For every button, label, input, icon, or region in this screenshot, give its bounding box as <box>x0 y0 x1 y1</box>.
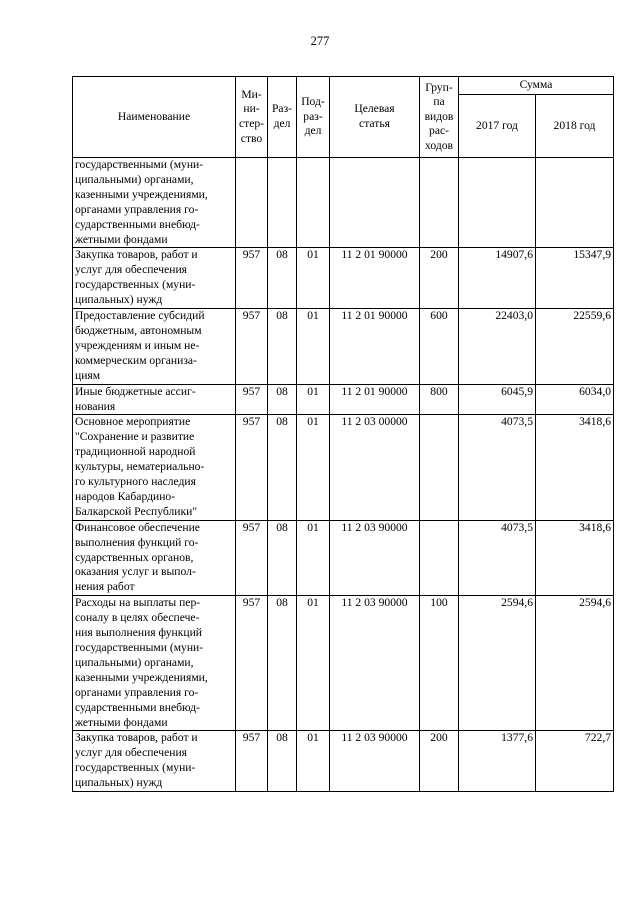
name-line: народов Кабардино- <box>75 489 176 503</box>
cell-target-article: 11 2 01 90000 <box>330 248 420 309</box>
name-line: органами управления го- <box>75 202 199 216</box>
cell-expense-group: 100 <box>420 596 459 731</box>
table-row <box>73 248 614 309</box>
cell-sum-2018: 3418,6 <box>536 415 614 520</box>
cell-subsection: 01 <box>297 384 330 415</box>
name-line: соналу в целях обеспече- <box>75 611 200 625</box>
cell-target-article: 11 2 01 90000 <box>330 309 420 385</box>
cell-target-article <box>330 158 420 248</box>
name-line: жетными фондами <box>75 232 168 246</box>
name-line: го культурного наследия <box>75 475 196 489</box>
cell-subsection: 01 <box>297 248 330 309</box>
cell-subsection: 01 <box>297 309 330 385</box>
cell-section: 08 <box>268 596 297 731</box>
cell-ministry: 957 <box>236 520 268 596</box>
cell-target-article: 11 2 03 90000 <box>330 731 420 792</box>
cell-expense-group <box>420 158 459 248</box>
name-line: Финансовое обеспечение <box>75 520 200 534</box>
header-section <box>268 77 297 158</box>
name-line: органами управления го- <box>75 685 199 699</box>
cell-sum-2018: 722,7 <box>536 731 614 792</box>
header-line: Груп- <box>425 80 453 94</box>
header-line: Целевая <box>354 102 395 116</box>
name-line: традиционной народной <box>75 445 196 459</box>
cell-sum-2017 <box>459 158 536 248</box>
name-line: Предоставление субсидий <box>75 309 205 323</box>
cell-sum-2017: 2594,6 <box>459 596 536 731</box>
header-line: дел <box>304 124 322 138</box>
cell-ministry: 957 <box>236 248 268 309</box>
cell-name <box>73 415 236 520</box>
name-line: бюджетным, автономным <box>75 323 202 337</box>
cell-expense-group: 200 <box>420 248 459 309</box>
name-line: Балкарской Республики" <box>75 504 198 518</box>
table-body <box>73 158 614 792</box>
header-subsection <box>297 77 330 158</box>
cell-subsection: 01 <box>297 596 330 731</box>
header-line: Ми- <box>241 87 262 101</box>
header-sum: Сумма <box>459 77 614 95</box>
header-line: Раз- <box>271 102 293 116</box>
name-line: ния выполнения функций <box>75 626 202 640</box>
name-line: казенными учреждениями, <box>75 187 208 201</box>
name-line: услуг для обеспечения <box>75 746 187 760</box>
header-target <box>330 77 420 158</box>
name-line: Закупка товаров, работ и <box>75 731 198 745</box>
cell-target-article: 11 2 01 90000 <box>330 384 420 415</box>
table-row <box>73 520 614 596</box>
cell-ministry: 957 <box>236 384 268 415</box>
cell-ministry: 957 <box>236 415 268 520</box>
header-line: ходов <box>425 138 453 152</box>
cell-section: 08 <box>268 520 297 596</box>
cell-name <box>73 384 236 415</box>
cell-sum-2018: 6034,0 <box>536 384 614 415</box>
table-row <box>73 384 614 415</box>
cell-sum-2018: 2594,6 <box>536 596 614 731</box>
cell-sum-2018 <box>536 158 614 248</box>
cell-sum-2017: 4073,5 <box>459 520 536 596</box>
table-row <box>73 596 614 731</box>
cell-sum-2017: 22403,0 <box>459 309 536 385</box>
cell-ministry: 957 <box>236 309 268 385</box>
name-line: Расходы на выплаты пер- <box>75 596 201 610</box>
name-line: ципальных) нужд <box>75 293 163 307</box>
cell-target-article: 11 2 03 90000 <box>330 596 420 731</box>
name-line: Закупка товаров, работ и <box>75 248 198 262</box>
header-line: па <box>433 95 445 109</box>
cell-subsection: 01 <box>297 520 330 596</box>
name-line: коммерческим организа- <box>75 353 197 367</box>
name-line: нения работ <box>75 580 135 594</box>
name-line: ципальными) органами, <box>75 655 194 669</box>
cell-subsection <box>297 158 330 248</box>
header-line: статья <box>359 117 390 130</box>
header-expense-group <box>420 77 459 158</box>
cell-ministry: 957 <box>236 596 268 731</box>
cell-subsection: 01 <box>297 415 330 520</box>
name-line: культуры, нематериально- <box>75 460 205 474</box>
cell-sum-2018: 15347,9 <box>536 248 614 309</box>
name-line: нования <box>75 399 116 413</box>
header-name: Наименование <box>73 77 236 158</box>
name-line: учреждениям и иным не- <box>75 338 200 352</box>
header-line: рас- <box>429 124 449 138</box>
name-line: казенными учреждениями, <box>75 670 208 684</box>
cell-expense-group: 200 <box>420 731 459 792</box>
cell-section: 08 <box>268 309 297 385</box>
budget-table <box>72 76 614 792</box>
name-line: государственными (муни- <box>75 641 204 654</box>
cell-sum-2017: 4073,5 <box>459 415 536 520</box>
name-line: сударственными внебюд- <box>75 217 200 231</box>
cell-sum-2018: 22559,6 <box>536 309 614 385</box>
cell-subsection: 01 <box>297 731 330 792</box>
cell-expense-group: 800 <box>420 384 459 415</box>
name-line: услуг для обеспечения <box>75 263 187 277</box>
cell-sum-2017: 14907,6 <box>459 248 536 309</box>
cell-name <box>73 309 236 385</box>
table-row <box>73 415 614 520</box>
cell-name <box>73 248 236 309</box>
page-number: 277 <box>310 34 330 48</box>
header-year-2017: 2017 год <box>459 95 536 158</box>
name-line: Иные бюджетные ассиг- <box>75 384 196 398</box>
header-line: стер- <box>238 117 265 130</box>
header-line: Под- <box>301 95 325 109</box>
name-line: государственных (муни- <box>75 761 196 775</box>
cell-expense-group <box>420 520 459 596</box>
name-line: сударственными внебюд- <box>75 700 200 714</box>
cell-name <box>73 596 236 731</box>
cell-expense-group: 600 <box>420 309 459 385</box>
header-year-2018: 2018 год <box>536 95 614 158</box>
cell-section: 08 <box>268 248 297 309</box>
cell-ministry <box>236 158 268 248</box>
cell-sum-2018: 3418,6 <box>536 520 614 596</box>
cell-section: 08 <box>268 415 297 520</box>
cell-section: 08 <box>268 731 297 792</box>
header-line: раз- <box>303 109 323 123</box>
name-line: жетными фондами <box>75 715 168 729</box>
cell-section: 08 <box>268 384 297 415</box>
header-line: ни- <box>243 102 260 116</box>
cell-name <box>73 731 236 792</box>
name-line: ципальных) нужд <box>75 776 163 790</box>
cell-name <box>73 158 236 248</box>
name-line: выполнения функций го- <box>75 535 199 549</box>
name-line: оказания услуг и выпол- <box>75 565 196 579</box>
table-row <box>73 158 614 248</box>
header-line: ство <box>240 131 263 145</box>
name-line: государственными (муни- <box>75 158 204 171</box>
cell-sum-2017: 6045,9 <box>459 384 536 415</box>
table-row <box>73 309 614 385</box>
cell-section <box>268 158 297 248</box>
name-line: ципальными) органами, <box>75 172 194 186</box>
header-line: видов <box>424 109 454 123</box>
cell-sum-2017: 1377,6 <box>459 731 536 792</box>
name-line: Основное мероприятие <box>75 415 191 429</box>
cell-ministry: 957 <box>236 731 268 792</box>
header-line: дел <box>273 117 291 130</box>
name-line: циям <box>75 368 101 382</box>
cell-expense-group <box>420 415 459 520</box>
cell-name <box>73 520 236 596</box>
cell-target-article: 11 2 03 90000 <box>330 520 420 596</box>
name-line: государственных (муни- <box>75 278 196 292</box>
name-line: сударственных органов, <box>75 550 194 564</box>
header-ministry <box>236 77 268 158</box>
table-row <box>73 731 614 792</box>
name-line: "Сохранение и развитие <box>75 430 195 444</box>
cell-target-article: 11 2 03 00000 <box>330 415 420 520</box>
